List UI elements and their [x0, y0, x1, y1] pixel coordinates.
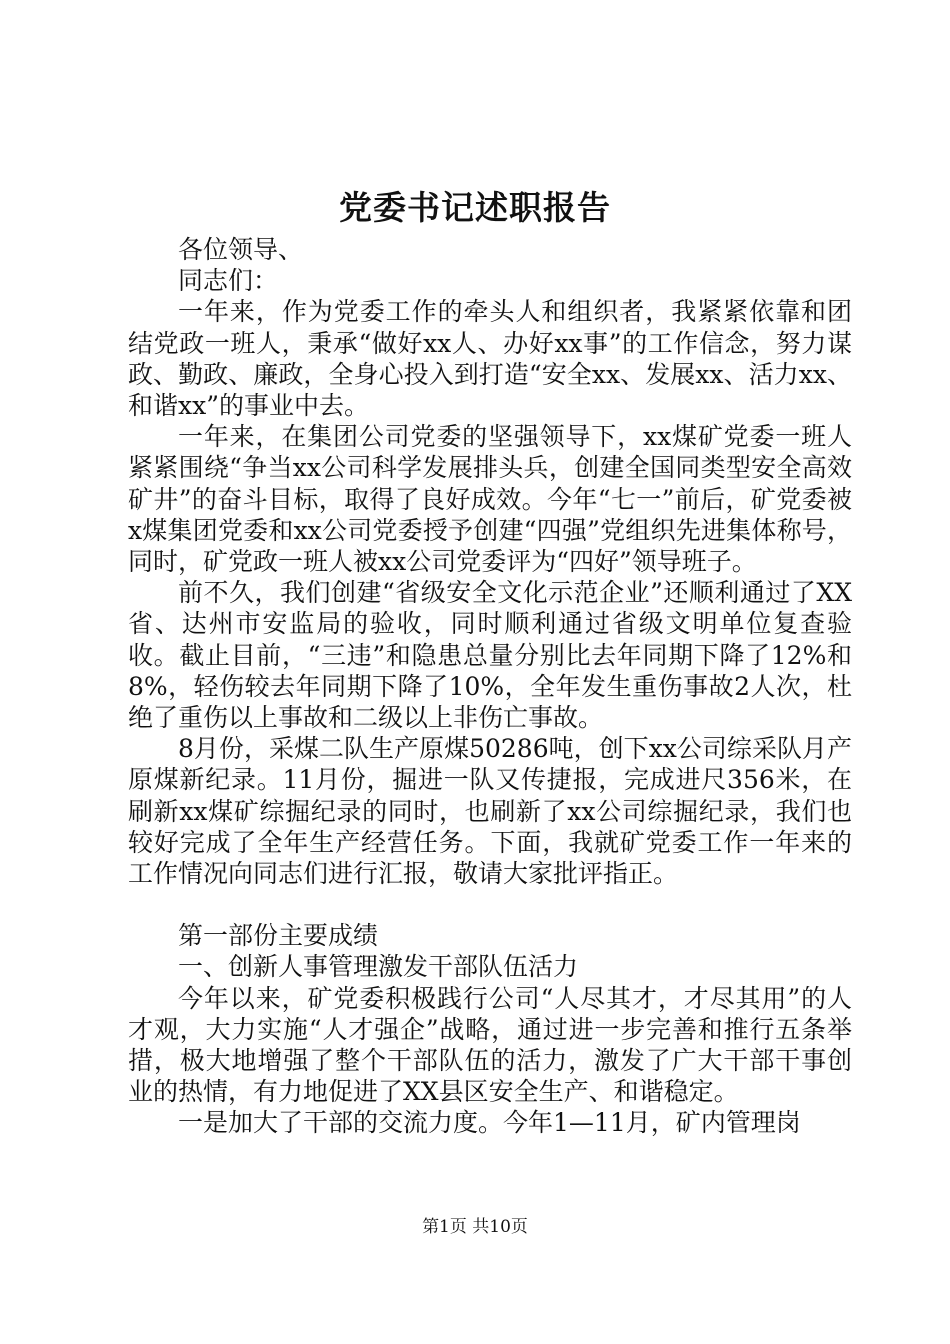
paragraph-exchange: 一是加大了干部的交流力度。今年1—11月，矿内管理岗 [178, 1108, 801, 1138]
paragraph-achievements: 一年来，在集团公司党委的坚强领导下，xx煤矿党委一班人紧紧围绕“争当xx公司科学发展排头兵，创建全国同类型安全高效矿井”的奋斗目标，取得了良好成效。今年“七一”前后，矿党委被x煤集团党委和xx公司党委授予创建“四强”党组织先进集体称号，同时，矿党政一班人被xx公司党委评为“四好”领导班子。 [128, 422, 852, 577]
page-footer: 第1页 共10页 [422, 1217, 528, 1237]
document-body [128, 234, 852, 1139]
paragraph-talent: 今年以来，矿党委积极践行公司“人尽其才，才尽其用”的人才观，大力实施“人才强企”战略，通过进一步完善和推行五条举措，极大地增强了整个干部队伍的活力，激发了广大干部干事创业的热情，有力地促进了XX县区安全生产、和谐稳定。 [128, 983, 852, 1107]
section-heading: 第一部份主要成绩 [178, 921, 379, 951]
salutation-comrades: 同志们： [178, 266, 279, 296]
paragraph-safety: 前不久，我们创建“省级安全文化示范企业”还顺利通过了XX省、达州市安监局的验收，同时顺利通过省级文明单位复查验收。截止目前，“三违”和隐患总量分别比去年同期下降了12%和8%，轻伤较去年同期下降了10%，全年发生重伤事故2人次，杜绝了重伤以上事故和二级以上非伤亡事故。 [128, 578, 852, 733]
paragraph-gap [128, 889, 852, 920]
document-title: 党委书记述职报告 [339, 188, 611, 227]
paragraph-production: 8月份，采煤二队生产原煤50286吨，创下xx公司综采队月产原煤新纪录。11月份，掘进一队又传捷报，完成进尺356米，在刷新xx煤矿综掘纪录的同时，也刷新了xx公司综掘纪录，我们也较好完成了全年生产经营任务。下面，我就矿党委工作一年来的工作情况向同志们进行汇报，敬请大家批评指正。 [128, 734, 852, 889]
subsection-heading: 一、创新人事管理激发干部队伍活力 [178, 952, 579, 982]
salutation-leaders: 各位领导、 [178, 235, 304, 264]
paragraph-intro: 一年来，作为党委工作的牵头人和组织者，我紧紧依靠和团结党政一班人，秉承“做好xx人、办好xx事”的工作信念，努力谋政、勤政、廉政，全身心投入到打造“安全xx、发展xx、活力xx、和谐xx”的事业中去。 [128, 297, 852, 421]
